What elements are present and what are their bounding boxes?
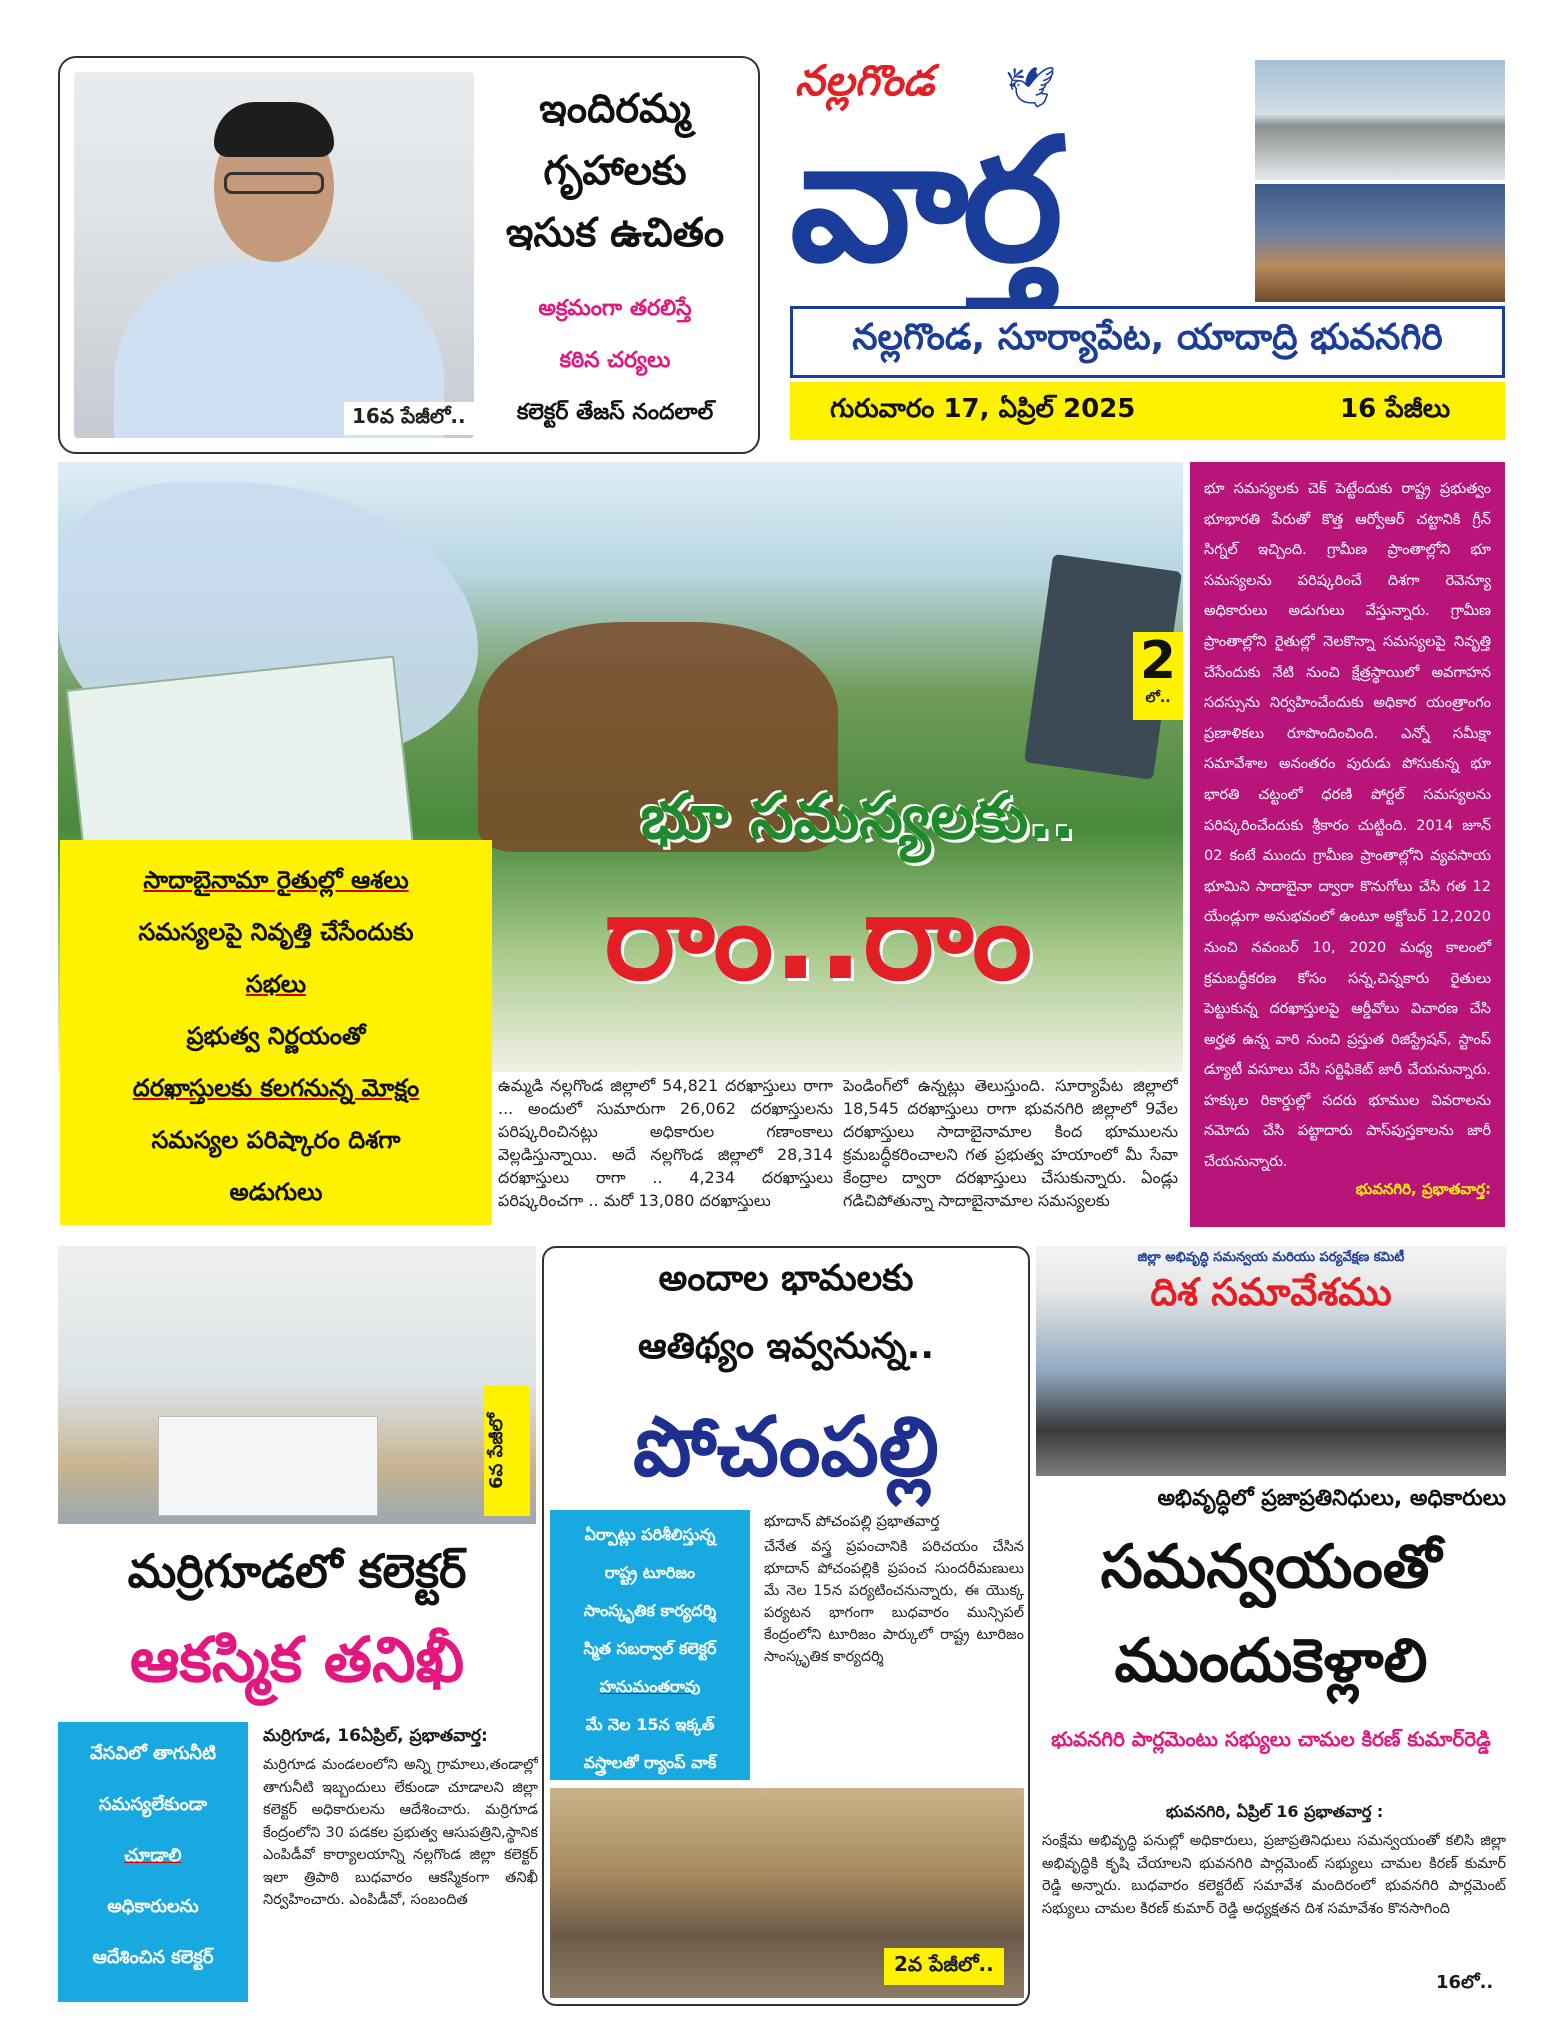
- meeting-photo: [1036, 1246, 1506, 1476]
- banner-small: జిల్లా అభివృద్ధి సమన్వయ మరియు పర్యవేక్షణ కమిటీ: [1137, 1250, 1405, 1265]
- right-story: [1036, 1246, 1506, 2006]
- sub-line-2: కఠిన చర్యలు: [559, 348, 671, 373]
- page-count: 16 పేజీలు: [1340, 394, 1451, 424]
- mid-kicker-1: అందాల భామలకు: [658, 1258, 914, 1299]
- masthead: [790, 56, 1505, 456]
- mid-blue-line-6: మే నెల 15న ఇక్కత్: [585, 1715, 715, 1734]
- mid-blue-line-5: హనుమంతరావు: [599, 1677, 701, 1696]
- sub-line-3: కలెక్టర్ తేజస్ నందలాల్: [516, 400, 714, 425]
- person-hair-shape: [214, 102, 334, 157]
- mid-blue-line-4: స్మిత సబర్వాల్ కలెక్టర్: [583, 1639, 717, 1658]
- blue-line-1: వేసవిలో తాగునీటి: [90, 1743, 216, 1764]
- dove-icon: 🕊: [1005, 65, 1056, 111]
- mid-kicker-2: ఆతిథ్యం ఇవ్వనున్న..: [637, 1326, 935, 1367]
- hospital-photo: [58, 1246, 536, 1524]
- left-dateline: మర్రిగూడ, 16ఏప్రిల్, ప్రభాతవార్త:: [263, 1726, 488, 1746]
- blue-line-5: ఆదేశించిన కలెక్టర్: [92, 1947, 214, 1968]
- page-badge-number: 2: [1139, 631, 1177, 691]
- headline-line-1: ఇందిరమ్మ: [539, 86, 691, 132]
- mid-blue-line-1: ఏర్పాట్లు పరిశీలిస్తున్న: [584, 1525, 716, 1544]
- left-blue-box: [58, 1722, 248, 2002]
- right-dateline: భువనగిరి, ఏప్రిల్ 16 ప్రభాతవార్త :: [1166, 1802, 1384, 1821]
- lead-body-col-2: పెండింగ్‌లో ఉన్నట్లు తెలుస్తుంది. సూర్యాపేట జిల్లాలో 18,545 దరఖాస్తులు రాగా భువనగిరి జిల్లాలో 9వేల దరఖాస్తులు సాదాబైనామాల కింద భూములను క్రమబద్ధీకరించాలని గత ప్రభుత్వ హయాంలో మీ సేవా కేంద్రాల ద్వారా దరఖాస్తులు చేసుకున్నారు. ఏండ్లు గడిచిపోతున్నా సాదాబైనామాల సమస్యలకు: [843, 1076, 1178, 1210]
- blue-line-2: సమస్యలేకుండా: [98, 1794, 208, 1815]
- collector-photo: [74, 72, 474, 438]
- brand-small: నల్లగొండ: [795, 56, 935, 105]
- sub-line-1: అక్రమంగా తరలిస్తే: [538, 296, 692, 321]
- district-names: నల్లగొండ, సూర్యాపేట, యాదాద్రి భువనగిరి: [852, 317, 1443, 358]
- blue-line-3: చూడాలి: [124, 1845, 182, 1866]
- yellow-line-2: సమస్యలపై నివృత్తి చేసేందుకు: [138, 918, 414, 946]
- mid-blue-line-7: వస్త్రాలతో ర్యాంప్ వాక్: [583, 1753, 717, 1772]
- mid-page-ref[interactable]: 2వ పేజీలో..: [884, 1948, 1004, 1985]
- dateline-bar: [790, 382, 1505, 440]
- top-story-sub: [480, 283, 750, 439]
- mid-dateline: భూదాన్ పోచంపల్లి ప్రభాతవార్త: [764, 1512, 940, 1530]
- yellow-line-3: సభలు: [245, 970, 307, 998]
- lead-yellow-box: [60, 840, 492, 1225]
- yellow-line-1: సాదాబైనామా రైతుల్లో ఆశలు: [143, 866, 409, 894]
- desk-shape: [158, 1416, 378, 1516]
- yellow-line-7: అడుగులు: [229, 1178, 323, 1206]
- headline-line-3: ఇసుక ఉచితం: [505, 210, 725, 256]
- side-panel-text: భూ సమస్యలకు చెక్ పెట్టేందుకు రాష్ట్ర ప్రభుత్వం భూభారతి పేరుతో కొత్త ఆర్వోఆర్ చట్టానికి గ్రీన్ సిగ్నల్ ఇచ్చింది. గ్రామీణ ప్రాంతాల్లోని భూ సమస్యలను పరిష్కరించే దిశగా రెవెన్యూ అధికారులు అడుగులు వేస్తున్నారు. గ్రామీణ ప్రాంతాల్లోని రైతుల్లో నెలకొన్నా సమస్యలపై నివృత్తి చేసేందుకు నేటి నుంచి క్షేత్రస్థాయిలో అవగాహన సదస్సును నిర్వహించేందుకు అధికార యంత్రాంగం ప్రణాళికలు రూపొందించింది. ఎన్నో సమీక్షా సమావేశాల అనంతరం పురుడు పోసుకున్న భూ భారతి చట్టంలో ధరణి పోర్టల్ సమస్యలను పరిష్కరించేందుకు శ్రీకారం చుట్టింది. 2014 జూన్ 02 కంటే ముందు గ్రామీణ ప్రాంతాల్లోని వ్యవసాయ భూమిని సాదాబైనా ద్వారా కొనుగోలు చేసి గత 12 యేండ్లుగా అనుభవంలో ఉంటూ అక్టోబర్ 12,2020 నుంచి నవంబర్ 10, 2020 మధ్య కాలంలో క్రమబద్ధీకరణ కోసం సన్న,చిన్నకారు రైతులు పెట్టుకున్న దరఖాస్తులపై ఆర్డీవోలు విచారణ చేసి అర్హత ఉన్న వారి నుంచి ప్రస్తుత రిజిస్ట్రేషన్, స్టాంప్ డ్యూటీ వసూలు చేసి సర్టిఫికెట్ జారీ చేయనున్నారు. హక్కుల రికార్డుల్లో సదరు భూముల వివరాలను నమోదు చేసి పట్టాదారు పాస్‌పుస్తకాలను జారీ చేయనున్నారు.: [1204, 481, 1491, 1171]
- left-body: మర్రిగూడ మండలంలోని అన్ని గ్రామాలు,తండాల్లో తాగునీటి ఇబ్బందులు లేకుండా చూడాలని జిల్లా కలెక్టర్ అధికారులను ఆదేశించారు. మర్రిగూడ కేంద్రంలోని 30 పడకల ప్రభుత్వ ఆసుపత్రిని,స్థానిక ఎంపిడీవో కార్యాలయాన్ని నల్లగొండ జిల్లా కలెక్టర్ ఇలా త్రిపాఠి బుధవారం ఆకస్మికంగా తనిఖీ నిర్వహించారు. ఎంపిడీవో, సంబందిత: [263, 1757, 538, 1908]
- mid-blue-line-3: సాంస్కృతిక కార్యదర్శి: [583, 1601, 717, 1620]
- vertical-page-ref[interactable]: 6వ పేజీలో: [484, 1386, 530, 1516]
- issue-date: గురువారం 17, ఏప్రిల్ 2025: [830, 394, 1136, 424]
- brand-big: వార్త: [790, 102, 1057, 300]
- dam-photo: [1255, 60, 1505, 180]
- mid-story: [542, 1246, 1030, 2006]
- page-ref-label[interactable]: 16వ పేజీలో..: [344, 402, 474, 435]
- lead-side-panel: [1190, 462, 1505, 1227]
- right-headline-2: ముందుకెళ్లాలి: [1114, 1626, 1428, 1696]
- district-banner: [790, 306, 1505, 378]
- right-kicker: అభివృద్ధిలో ప్రజాప్రతినిధులు, అధికారులు: [1157, 1486, 1506, 1511]
- mid-body: చేనేత వస్త్ర ప్రపంచానికి పరిచయం చేసిన భూదాన్ పోచంపల్లికి ప్రపంచ సుందరీమణులు మే నెల 15న పర్యటించనున్నారు, ఈ యొక్క పర్యటన భాగంగా బుధవారం మున్సిపల్ కేంద్రంలోని టూరిజం పార్కులో రాష్ట్ర టూరిజం సాంస్కృతిక కార్యదర్శి: [764, 1539, 1024, 1665]
- yellow-line-6: సమస్యల పరిష్కారం దిశగా: [151, 1126, 401, 1154]
- yellow-line-4: ప్రభుత్వ నిర్ణయంతో: [186, 1022, 366, 1050]
- headline-line-2: గృహాలకు: [543, 148, 687, 194]
- side-panel-credit: భువనగిరి, ప్రభాతవార్త:: [1355, 1179, 1491, 1198]
- page-badge[interactable]: [1133, 632, 1183, 720]
- left-story: [58, 1246, 538, 2006]
- yellow-line-5: దరఖాస్తులకు కలగనున్న మోక్షం: [132, 1074, 420, 1102]
- lead-body-col-1: ఉమ్మడి నల్లగొండ జిల్లాలో 54,821 దరఖాస్తులు రాగా ... అందులో సుమారుగా 26,062 దరఖాస్తులను పరిష్కరించినట్లు అధికారుల గణాంకాలు వెల్లడిస్తున్నాయి. అదే నల్లగొండ జిల్లాలో 28,314 దరఖాస్తులు రాగా .. 4,234 దరఖాస్తులు పరిష్కరించగా .. మరో 13,080 దరఖాస్తులు: [498, 1076, 833, 1210]
- right-page-ref[interactable]: 16లో..: [1436, 1972, 1494, 1993]
- person-glasses-shape: [224, 172, 324, 194]
- left-headline-2: ఆకస్మిక తనిఖీ: [129, 1623, 465, 1696]
- lead-headline-main: రాం..రాం: [604, 868, 1032, 1006]
- blue-line-4: అధికారులను: [107, 1896, 199, 1917]
- page-badge-text: లో..: [1145, 690, 1171, 706]
- lead-story: [58, 462, 1505, 1232]
- top-story-headline: [480, 78, 750, 264]
- mid-headline: పోచంపల్లి: [633, 1400, 939, 1495]
- left-headline-1: మర్రిగూడలో కలెక్టర్: [127, 1544, 467, 1598]
- lead-headline-top: భూ సమస్యలకు..: [640, 780, 1076, 853]
- right-body: సంక్షేమ అభివృద్ధి పనుల్లో అధికారులు, ప్రజాప్రతినిధులు సమన్వయంతో కలిసి జిల్లా అభివృద్ధికి కృషి చేయాలని భువనగిరి పార్లమెంట్ సభ్యులు చామల కిరణ్ కుమార్ రెడ్డి అన్నారు. బుధవారం కలెక్టరేట్ సమావేశ మందిరంలో భువనగిరి పార్లమెంట్ సభ్యులు చామల కిరణ్ కుమార్ రెడ్డి అధ్యక్షతన దిశ సమావేశం కొనసాగింది: [1042, 1833, 1506, 1917]
- mid-blue-box: [550, 1510, 750, 1780]
- temple-photo: [1255, 184, 1505, 302]
- right-headline-1: సమన్వయంతో: [1100, 1532, 1442, 1602]
- banner-big: దిశ సమావేశము: [1150, 1270, 1392, 1314]
- right-sub: భువనగిరి పార్లమెంటు సభ్యులు చామల కిరణ్ కుమార్‌రెడ్డి: [1051, 1727, 1491, 1751]
- top-story-box: [58, 56, 760, 454]
- mid-blue-line-2: రాష్ట్ర టూరిజం: [604, 1563, 696, 1582]
